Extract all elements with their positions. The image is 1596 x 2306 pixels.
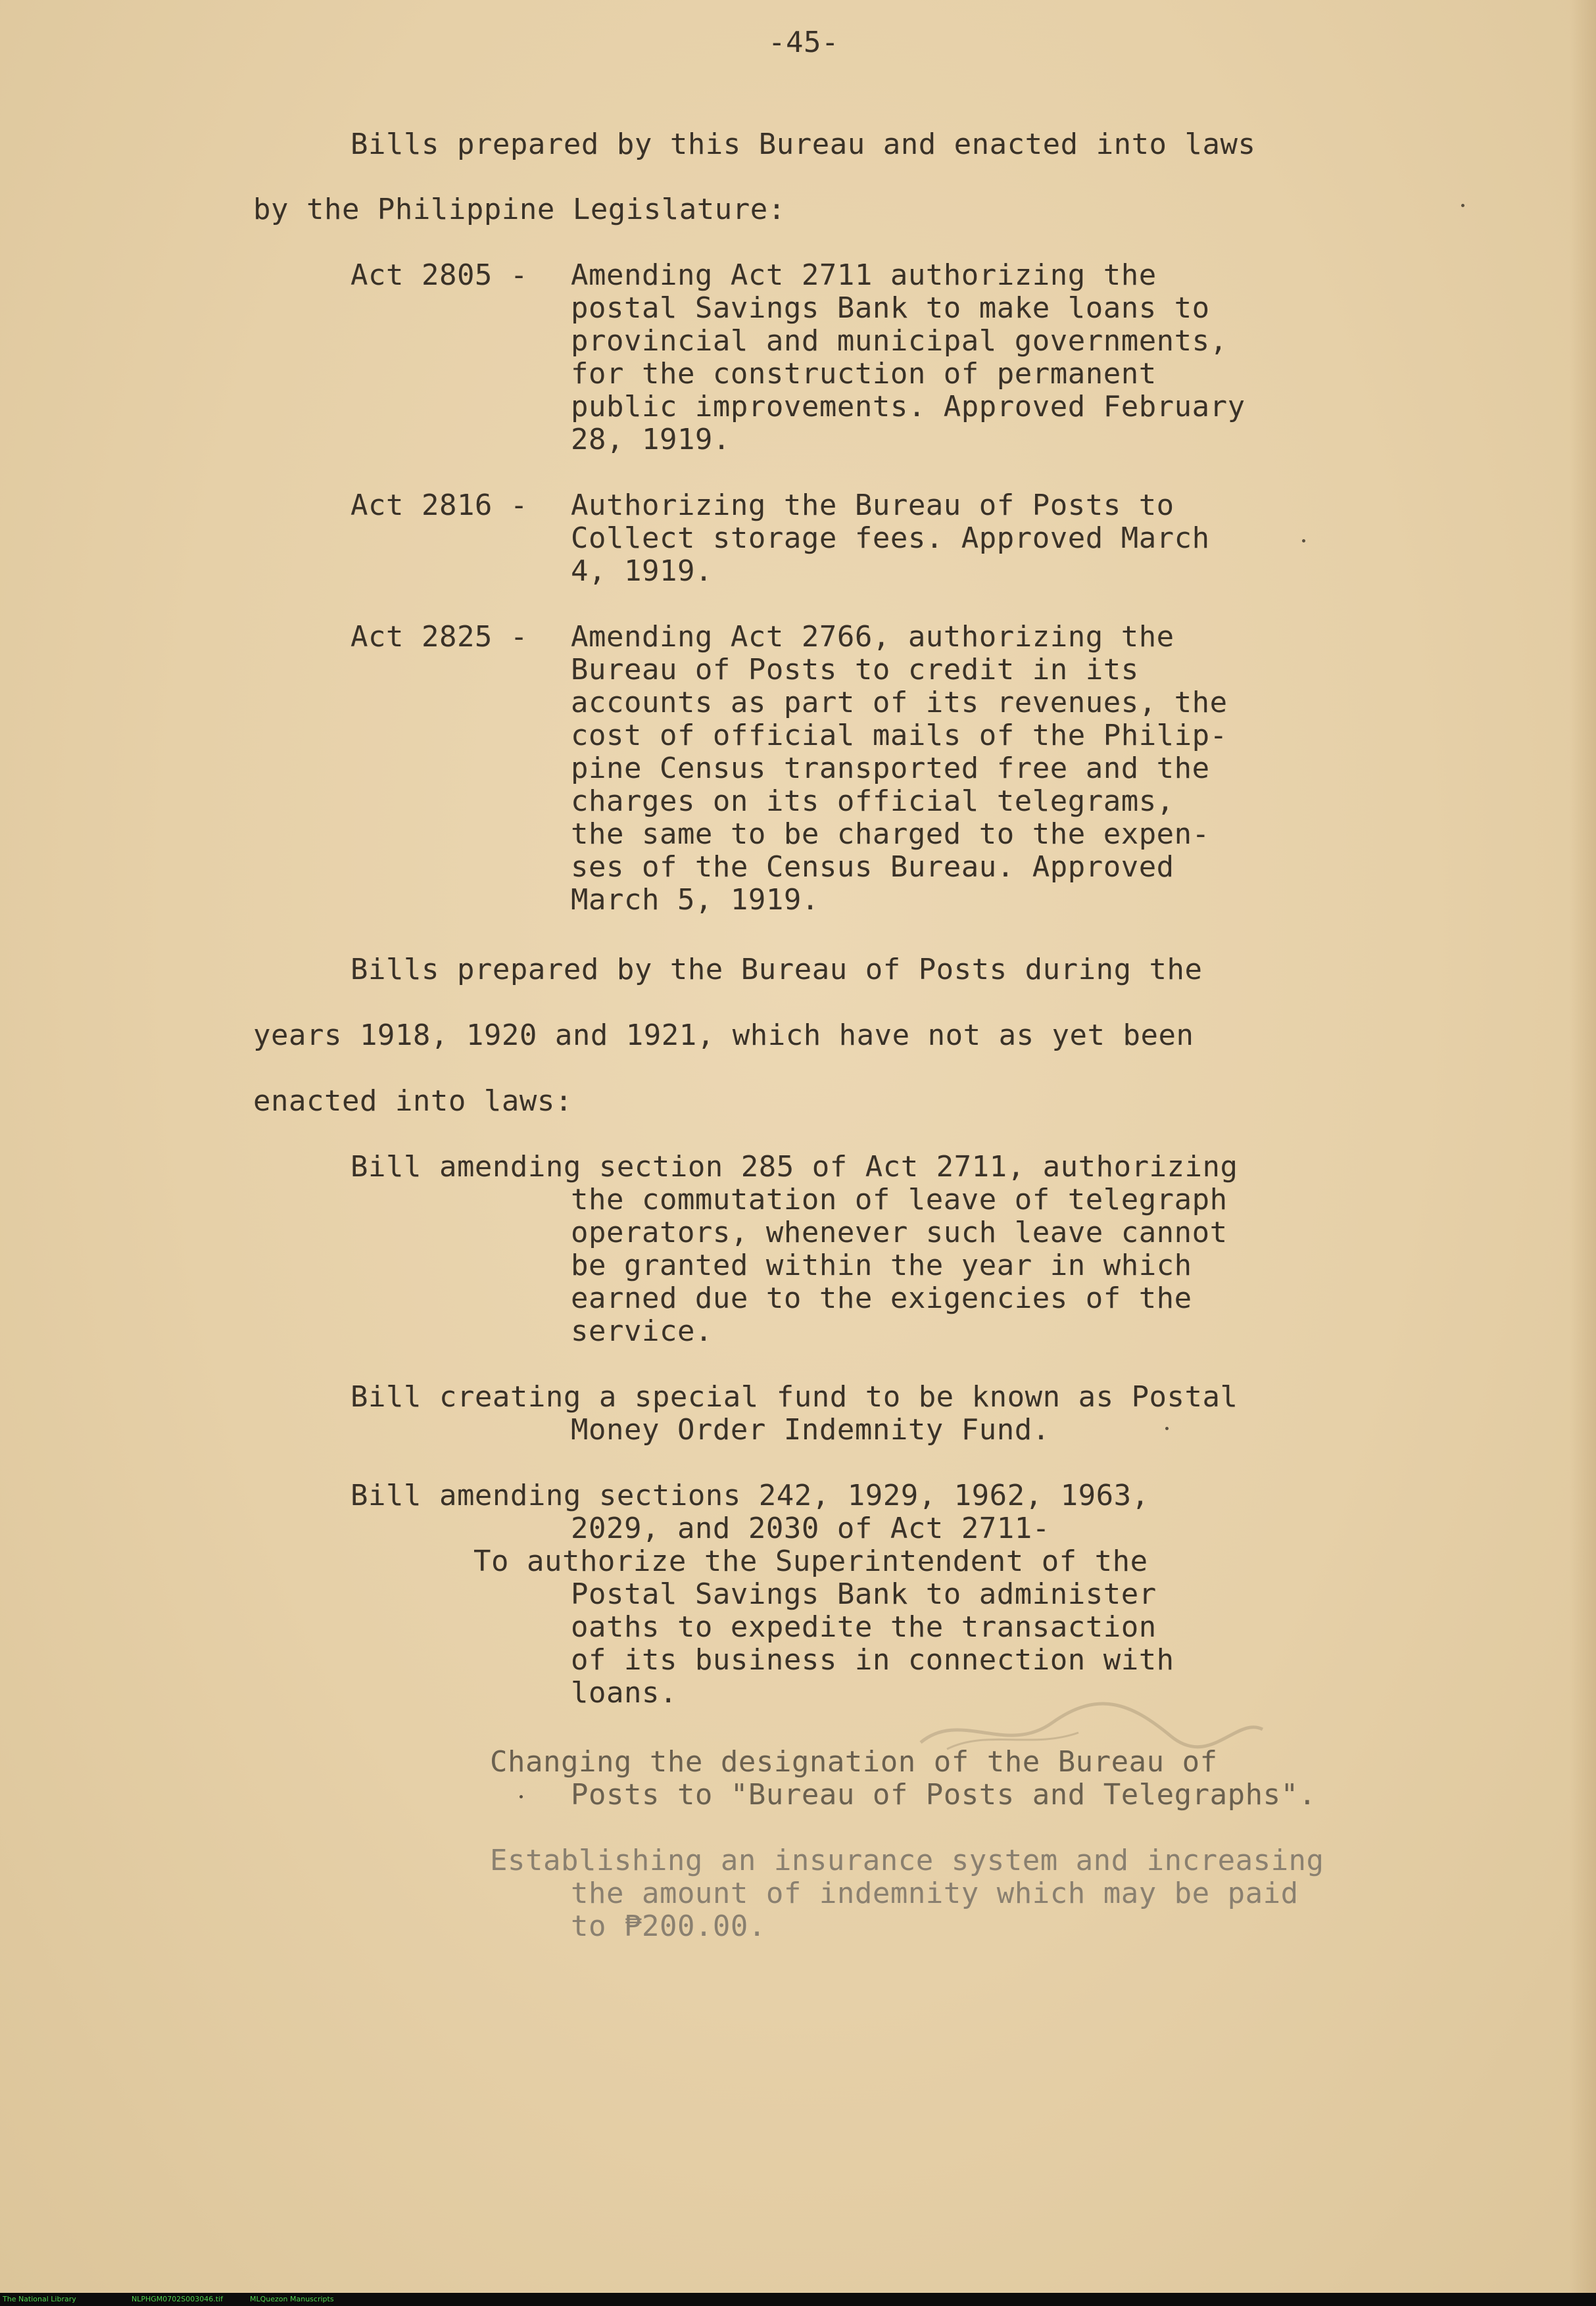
sub-item-line: loans. — [571, 1676, 677, 1710]
act-text-line: March 5, 1919. — [571, 883, 819, 917]
act-text-line: Bureau of Posts to credit in its — [571, 653, 1139, 686]
act-text-line: cost of official mails of the Philip- — [571, 719, 1228, 752]
intro-pending-line-1: Bills prepared by the Bureau of Posts during the — [351, 953, 1203, 986]
bill-text-line: 2029, and 2030 of Act 2711- — [571, 1512, 1050, 1545]
footer-collection: MLQuezon Manuscripts — [250, 2295, 334, 2303]
act-text-line: Amending Act 2711 authorizing the — [571, 258, 1157, 292]
page-edge-shadow — [1570, 0, 1596, 2293]
act-text-line: pine Census transported free and the — [571, 752, 1210, 785]
scan-footer-bar — [0, 2293, 1596, 2306]
paper-speck — [1302, 539, 1305, 542]
bill-first-line: Bill amending sections 242, 1929, 1962, 1963, — [351, 1479, 1149, 1512]
bill-first-line: Bill creating a special fund to be known as Postal — [351, 1380, 1238, 1414]
bill-text-line: be granted within the year in which — [571, 1249, 1192, 1282]
act-text-line: public improvements. Approved February — [571, 390, 1245, 423]
bill-text-line: the commutation of leave of telegraph — [571, 1183, 1228, 1216]
act-text-line: ses of the Census Bureau. Approved — [571, 850, 1174, 884]
bill-text-line: Money Order Indemnity Fund. — [571, 1413, 1050, 1447]
intro-enacted-line-2: by the Philippine Legislature: — [253, 193, 786, 226]
intro-pending-line-3: enacted into laws: — [253, 1084, 573, 1118]
act-label: Act 2825 - — [351, 620, 528, 654]
sub-item-line: Postal Savings Bank to administer — [571, 1577, 1157, 1611]
footer-file: NLPHGM0702S003046.tif — [132, 2295, 223, 2303]
bill-text-line: operators, whenever such leave cannot — [571, 1216, 1228, 1249]
paper-speck — [520, 1795, 523, 1798]
sub-item-line: oaths to expedite the transaction — [571, 1610, 1157, 1644]
paper-speck — [1461, 204, 1464, 207]
sub-item-first-line: Changing the designation of the Bureau of — [490, 1745, 1218, 1779]
bill-text-line: service. — [571, 1314, 713, 1348]
act-label: Act 2816 - — [351, 489, 528, 522]
bill-text-line: earned due to the exigencies of the — [571, 1282, 1192, 1315]
intro-enacted-line-1: Bills prepared by this Bureau and enacted into laws — [351, 128, 1256, 161]
sub-item-line: Posts to "Bureau of Posts and Telegraphs". — [571, 1778, 1317, 1812]
act-label: Act 2805 - — [351, 258, 528, 292]
act-text-line: Authorizing the Bureau of Posts to — [571, 489, 1174, 522]
act-text-line: provincial and municipal governments, — [571, 324, 1228, 358]
sub-item-first-line: Establishing an insurance system and increasing — [490, 1844, 1324, 1877]
intro-pending-line-2: years 1918, 1920 and 1921, which have not as yet been — [253, 1019, 1194, 1052]
sub-item-first-line: To authorize the Superintendent of the — [473, 1545, 1148, 1578]
act-text-line: charges on its official telegrams, — [571, 784, 1174, 818]
act-text-line: 28, 1919. — [571, 423, 731, 456]
act-text-line: postal Savings Bank to make loans to — [571, 291, 1210, 325]
footer-library: The National Library — [3, 2295, 76, 2303]
act-text-line: for the construction of permanent — [571, 357, 1157, 391]
sub-item-line: of its business in connection with — [571, 1643, 1174, 1677]
bill-first-line: Bill amending section 285 of Act 2711, authorizing — [351, 1150, 1238, 1184]
act-text-line: Amending Act 2766, authorizing the — [571, 620, 1174, 654]
page-number: -45- — [768, 26, 839, 59]
bleed-through-mark — [907, 1683, 1276, 1762]
paper-speck — [1165, 1427, 1169, 1430]
sub-item-line: the amount of indemnity which may be paid — [571, 1877, 1299, 1910]
act-text-line: Collect storage fees. Approved March — [571, 521, 1210, 555]
act-text-line: the same to be charged to the expen- — [571, 817, 1210, 851]
act-text-line: accounts as part of its revenues, the — [571, 686, 1228, 719]
act-text-line: 4, 1919. — [571, 554, 713, 588]
sub-item-line: to ₱200.00. — [571, 1910, 766, 1943]
